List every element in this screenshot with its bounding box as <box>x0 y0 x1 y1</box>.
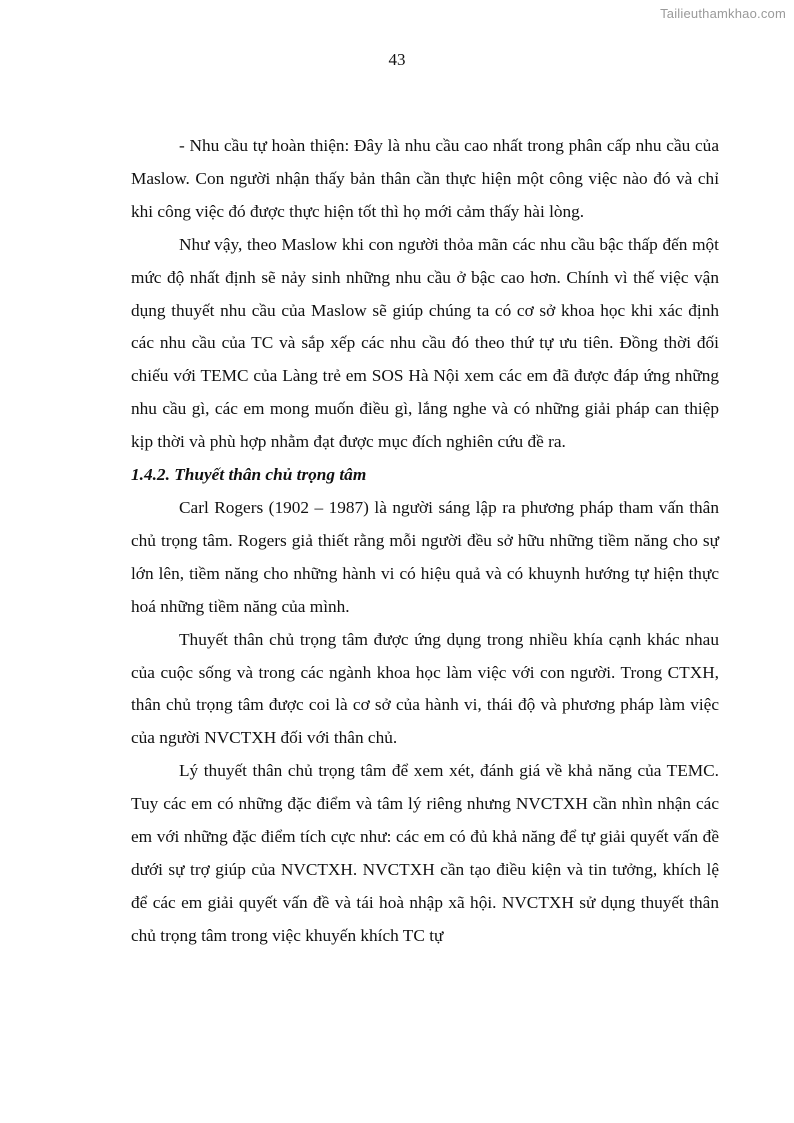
watermark: Tailieuthamkhao.com <box>660 6 786 21</box>
paragraph-temc-assessment: Lý thuyết thân chủ trọng tâm để xem xét, đánh giá về khả năng của TEMC. Tuy các em có những đặc điểm và tâm lý riêng nhưng NVCTXH cần nhìn nhận các em với những đặc điểm tích cực như: các em có đủ khả năng để tự giải quyết vấn đề dưới sự trợ giúp của NVCTXH. NVCTXH cần tạo điều kiện và tin tưởng, khích lệ để các em giải quyết vấn đề và tái hoà nhập xã hội. NVCTXH sử dụng thuyết thân chủ trọng tâm trong việc khuyến khích TC tự <box>131 761 719 945</box>
paragraph-carl-rogers: Carl Rogers (1902 – 1987) là người sáng lập ra phương pháp tham vấn thân chủ trọng tâm. Rogers giả thiết rằng mỗi người đều sở hữu những tiềm năng cho sự lớn lên, tiềm năng cho những hành vi có hiệu quả và có khuynh hướng tự hiện thực hoá những tiềm năng của mình. <box>131 497 719 616</box>
document-body <box>131 130 719 953</box>
paragraph-application: Thuyết thân chủ trọng tâm được ứng dụng trong nhiều khía cạnh khác nhau của cuộc sống và trong các ngành khoa học làm việc với con người. Trong CTXH, thân chủ trọng tâm được coi là cơ sở của hành vi, thái độ và phương pháp làm việc của người NVCTXH đối với thân chủ. <box>131 629 719 748</box>
paragraph-maslow-summary: Như vậy, theo Maslow khi con người thỏa mãn các nhu cầu bậc thấp đến một mức độ nhất định sẽ nảy sinh những nhu cầu ở bậc cao hơn. Chính vì thế việc vận dụng thuyết nhu cầu của Maslow sẽ giúp chúng ta có cơ sở khoa học khi xác định các nhu cầu của TC và sắp xếp các nhu cầu đó theo thứ tự ưu tiên. Đồng thời đối chiếu với TEMC của Làng trẻ em SOS Hà Nội xem các em đã được đáp ứng những nhu cầu gì, các em mong muốn điều gì, lắng nghe và có những giải pháp can thiệp kịp thời và phù hợp nhằm đạt được mục đích nghiên cứu đề ra. <box>131 234 719 452</box>
section-heading: 1.4.2. Thuyết thân chủ trọng tâm <box>131 465 367 485</box>
paragraph-self-actualization: - Nhu cầu tự hoàn thiện: Đây là nhu cầu cao nhất trong phân cấp nhu cầu của Maslow. Con người nhận thấy bản thân cần thực hiện một công việc nào đó và chỉ khi công việc đó được thực hiện tốt thì họ mới cảm thấy hài lòng. <box>131 136 719 221</box>
page-number: 43 <box>388 50 406 69</box>
